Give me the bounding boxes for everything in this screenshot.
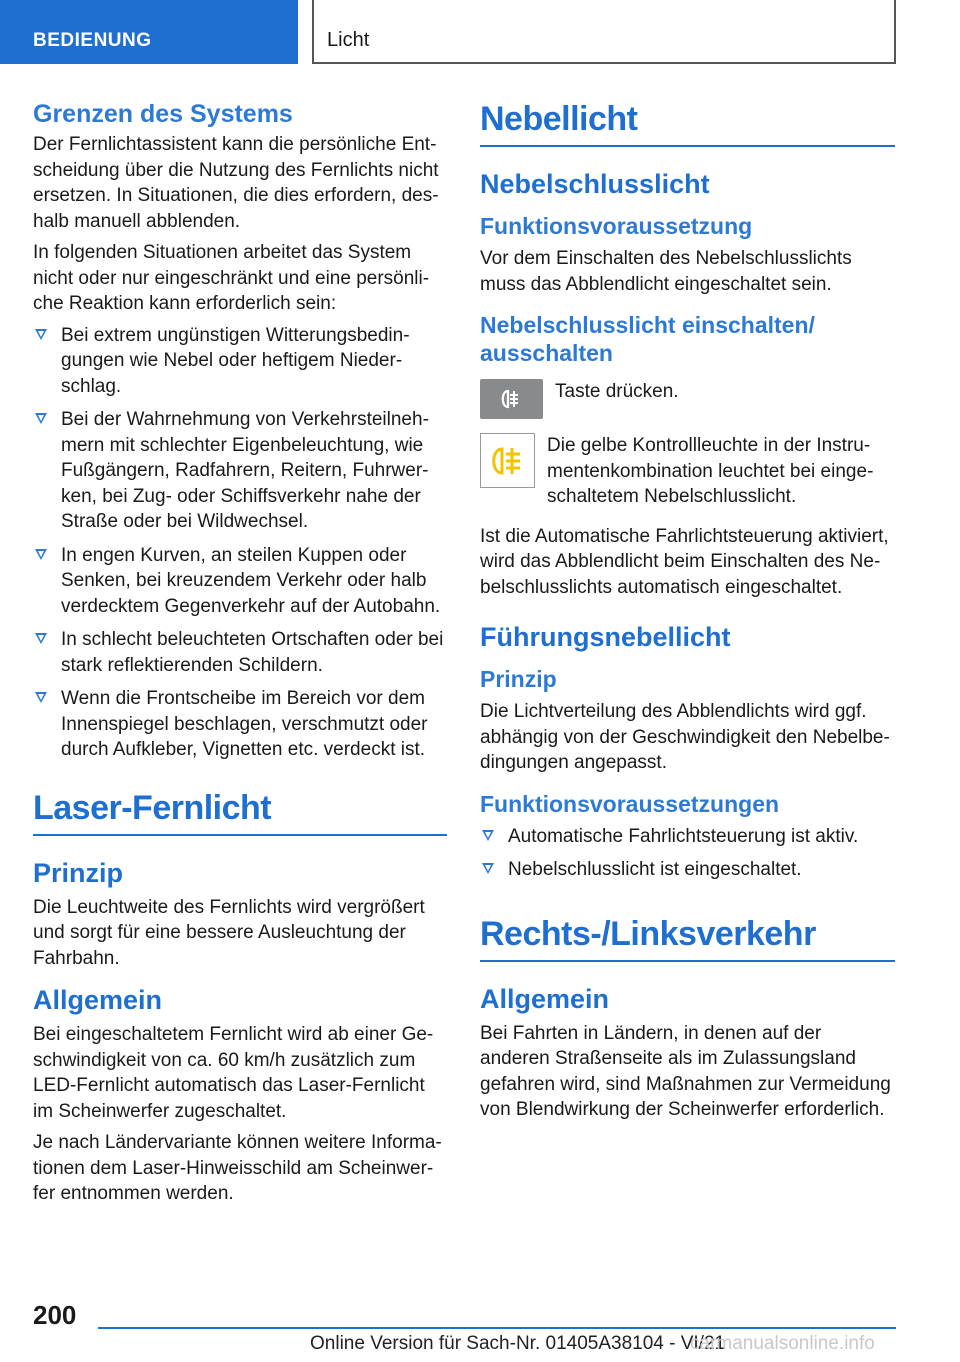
footer-online-version: Online Version für Sach-Nr. 01405A38104 - VI/21 <box>310 1333 726 1354</box>
heading-nebellicht: Nebellicht <box>480 100 895 147</box>
heading-funktionsvoraussetzungen: Funktionsvoraussetzungen <box>480 790 780 817</box>
right-column <box>480 100 895 1129</box>
triangle-bullet-icon <box>35 692 47 703</box>
paragraph: Die Leuchtweite des Fernlichts wird vergrößert und sorgt für eine bessere Ausleuchtung der Fahrbahn. <box>33 896 425 969</box>
heading-allgemein: Allgemein <box>480 983 610 1014</box>
triangle-bullet-icon <box>35 549 47 560</box>
list-item: Bei der Wahrnehmung von Verkehrsteilnehmern mit schlechter Eigenbeleuchtung, wie Fußgängern, Radfahrern, Reitern, Fuhrwerken, bei Zug- oder Schiffsverkehr nahe der Straße oder bei Wildwechsel. <box>33 407 447 535</box>
paragraph: Bei Fahrten in Ländern, in denen auf der anderen Straßenseite als im Zulassungsland gefahren wird, sind Maßnahmen zur Vermeidung von Blendwirkung der Scheinwerfer erforderlich. <box>480 1022 891 1120</box>
indicator-text: Die gelbe Kontrollleuchte in der Instrumentenkombination leuchtet bei eingeschaltetem Nebelschlusslicht. <box>547 435 874 507</box>
triangle-bullet-icon <box>35 633 47 644</box>
footer-divider <box>98 1327 896 1329</box>
triangle-bullet-icon <box>35 413 47 424</box>
paragraph: Bei eingeschaltetem Fernlicht wird ab einer Geschwindigkeit von ca. 60 km/h zusätzlich zum LED-Fernlicht automatisch das Laser-Fernlicht im Scheinwerfer zugeschaltet. <box>33 1024 434 1122</box>
paragraph: Die Lichtverteilung des Abblendlichts wird ggf. abhängig von der Geschwindigkeit den Nebelbedingungen angepasst. <box>480 701 890 773</box>
fog-light-button-icon <box>480 379 543 419</box>
triangle-bullet-icon <box>482 863 494 874</box>
paragraph: Vor dem Einschalten des Nebelschlusslichts muss das Abblendlicht eingeschaltet sein. <box>480 248 852 295</box>
button-row <box>480 379 895 419</box>
list-item: In engen Kurven, an steilen Kuppen oder Senken, bei kreuzendem Verkehr oder halb verdecktem Gegenverkehr auf der Autobahn. <box>33 543 447 620</box>
heading-prinzip: Prinzip <box>480 666 557 692</box>
paragraph: In folgenden Situationen arbeitet das System nicht oder nur eingeschränkt und eine persönliche Reaktion kann erforderlich sein: <box>33 242 430 314</box>
heading-laser-fernlicht: Laser-Fernlicht <box>33 789 447 836</box>
heading-einschalten: Nebelschlusslicht einschalten/ ausschalten <box>480 312 815 366</box>
chapter-title: Licht <box>312 0 896 64</box>
left-column <box>33 100 447 1213</box>
list-item: In schlecht beleuchteten Ortschaften oder bei stark reflektierenden Schildern. <box>33 627 447 678</box>
heading-allgemein: Allgemein <box>33 985 163 1015</box>
requirements-list <box>480 824 895 883</box>
watermark: carmanualsonline.info <box>690 1333 875 1354</box>
indicator-row <box>480 433 895 510</box>
heading-rechts-linksverkehr: Rechts-/Linksverkehr <box>480 915 895 962</box>
page-number: 200 <box>33 1300 77 1330</box>
heading-grenzen: Grenzen des Systems <box>33 100 293 128</box>
heading-prinzip: Prinzip <box>33 857 124 888</box>
paragraph: Ist die Automatische Fahrlichtsteuerung aktiviert, wird das Abblendlicht beim Einschalten des Nebelschlusslichts automatisch eingeschaltet. <box>480 525 889 598</box>
list-item: Wenn die Frontscheibe im Bereich vor dem Innenspiegel beschlagen, verschmutzt oder durch Aufkleber, Vignetten etc. verdeckt ist. <box>33 686 447 763</box>
heading-funktionsvoraussetzung: Funktionsvoraussetzung <box>480 213 753 239</box>
heading-nebelschlusslicht: Nebelschlusslicht <box>480 169 710 199</box>
fog-indicator-lamp-icon <box>480 433 535 488</box>
triangle-bullet-icon <box>482 830 494 841</box>
triangle-bullet-icon <box>35 329 47 340</box>
heading-fuehrungsnebellicht: Führungsnebellicht <box>480 622 731 652</box>
limitations-list <box>33 323 447 763</box>
list-item: Nebelschlusslicht ist eingeschaltet. <box>480 857 895 883</box>
paragraph: Der Fernlichtassistent kann die persönliche Entscheidung über die Nutzung des Fernlichts nicht ersetzen. In Situationen, die dies erfordern, deshalb manuell abblenden. <box>33 134 439 232</box>
section-tab: BEDIENUNG <box>0 0 298 64</box>
button-text: Taste drücken. <box>555 381 679 402</box>
list-item: Bei extrem ungünstigen Witterungsbedingungen wie Nebel oder heftigem Niederschlag. <box>33 323 447 400</box>
paragraph: Je nach Ländervariante können weitere Informationen dem Laser-Hinweisschild am Scheinwerfer entnommen werden. <box>33 1132 442 1204</box>
list-item: Automatische Fahrlichtsteuerung ist aktiv. <box>480 824 895 850</box>
